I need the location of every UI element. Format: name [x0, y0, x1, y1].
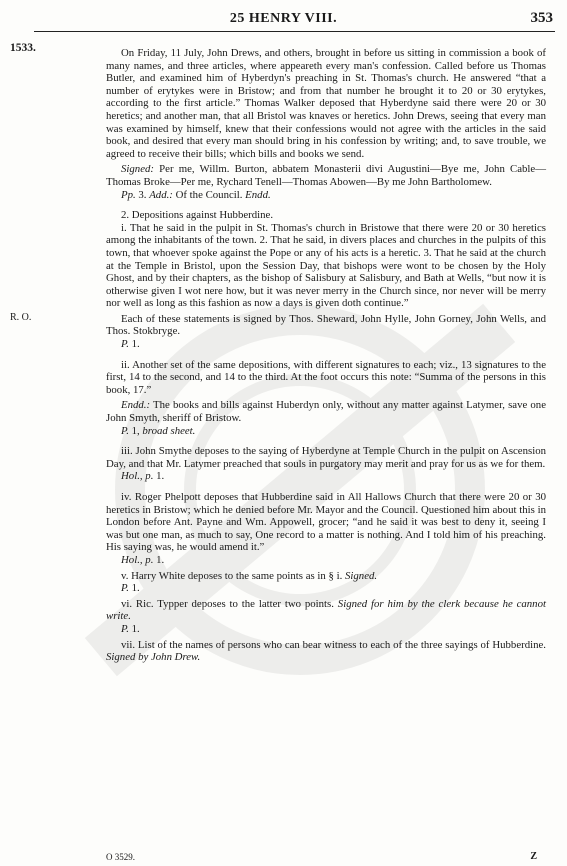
margin-year: 1533. [10, 42, 36, 54]
paragraph-lead: Hol., p. [121, 470, 154, 483]
paragraph-text: 1, [128, 424, 143, 437]
paragraph-lead: Pp. [121, 188, 136, 201]
paragraph-text: 1. [128, 338, 140, 351]
paragraph-lead: Add.: [149, 188, 173, 201]
paragraph-text: vii. List of the names of persons who can bear witness to each of the three sayings of Hubberdine. [121, 638, 546, 651]
paragraph [106, 209, 546, 222]
paragraph [106, 491, 546, 554]
paragraph-text: The books and bills against Huberdyn only, without any matter against Latymer, save one John Smyth, sheriff of Bristow. [106, 399, 546, 425]
paragraph [106, 399, 546, 424]
paragraph [106, 313, 546, 338]
paragraph [106, 189, 546, 202]
paragraph-lead: Signed: [121, 163, 154, 176]
paragraph-text: iii. John Smythe deposes to the saying of Hyberdyne at Temple Church in the pulpit on Ascension Day, and that Mr. Latymer preached that souls in purgatory may merit and pray for us as we for them. [106, 445, 546, 470]
section-heading: 2. Depositions against Hubberdine. [121, 209, 274, 222]
paragraph [106, 338, 546, 351]
paragraph-text: i. That he said in the pulpit in St. Thomas's church in Bristowe that there were 20 or 30 heretics among the inhabitants of the town. 2. That he said, in divers places and churches in the pulpits of this town, that whoever spoke against the Pope or any of his acts is a heretic. 3. That he said at the church at the Temple in Bristol, upon the Session Day, that bishops were wont to be chosen by the Holy Ghost, and by their chapters, as the bishop of Salisbury at Salisbury, and Bath at Wells, “but now it is otherwise given I wot nere how, but it was never merry in the Church since, nor never will be merry nor well as long as this fashion as now a days is given doth continue.” [106, 221, 546, 310]
footer-gathering-letter: Z [530, 851, 537, 862]
paragraph [106, 598, 546, 623]
footer-signature-mark: O 3529. [106, 852, 135, 862]
paragraph-tail: Signed. [345, 569, 378, 582]
paragraph-text: Of the Council. [172, 188, 246, 201]
paragraph-text: On Friday, 11 July, John Drews, and others, brought in before us sitting in commission a book of many names, and three articles, where appeareth every man's confession. Called before us Thomas Butler, and examined him of Hyberdyn's preaching in St. Thomas's church. He answered “that a number of erytykes were in Bristow; and from that number he brought it to 20 or 30 erytykes, according to the first article.” Thomas Walker deposed that Hyberdyne said there were 20 or 30 heretics; and another man, that all Bristol was knaves or heretics. John Drews, seeing that every man was examined by himself, knew that their confessions would not agree with the articles in the said book, and desired that every man should bring in his confession by writing; and, to save trouble, we agreed to receive their bills; which bills and books we send. [106, 47, 546, 160]
paragraph-lead: Hol., p. [121, 553, 154, 566]
running-header-title: 25 HENRY VIII. [229, 11, 338, 26]
paragraph-lead: Endd.: [121, 399, 151, 412]
paragraph [106, 639, 546, 664]
margin-reference: R. O. [10, 312, 32, 323]
paragraph [106, 570, 546, 583]
paragraph-text: 3. [135, 188, 150, 201]
document-body [106, 47, 546, 664]
paragraph-lead: P. [121, 622, 129, 635]
paragraph [106, 222, 546, 310]
paragraph-text: 1. [153, 470, 165, 483]
paragraph-text: 1. [153, 553, 165, 566]
paragraph [106, 582, 546, 595]
page-number: 353 [530, 10, 553, 26]
paragraph [106, 425, 546, 438]
paragraph-tail: broad sheet. [142, 424, 196, 437]
header-rule [34, 31, 555, 32]
paragraph-tail: Signed by John Drew. [106, 651, 201, 664]
paragraph-text: ii. Another set of the same depositions, with different signatures to each; viz., 13 signatures to the first, 14 to the second, and 14 to the third. At the foot occurs this note: “Summa of the persons in this book, 17.” [106, 358, 546, 396]
paragraph [106, 470, 546, 483]
paragraph-lead: P. [121, 424, 129, 437]
paragraph-text: 1. [128, 622, 140, 635]
paragraph [106, 359, 546, 397]
paragraph-lead: P. [121, 582, 129, 595]
paragraph [106, 163, 546, 188]
paragraph [106, 445, 546, 470]
paragraph-tail: Signed for him by the clerk because he cannot write. [106, 597, 546, 623]
paragraph [106, 623, 546, 636]
paragraph-tail: Endd. [245, 188, 271, 201]
paragraph-text: iv. Roger Phelpott deposes that Hubberdine said in All Hallows Church that there were 20 or 30 heretics in Bristow; which he denied before Mr. Mayor and the Council. Questioned him about this in London before Ant. Payne and Wm. Appowell, grocer; “and he said it was best to deny it, seeing I was but one man, as much to say, One record to a matter is nothing. And I told him of his preaching. His saying was, he would amend it.” [106, 491, 546, 554]
paragraph [106, 47, 546, 160]
paragraph-text: vi. Ric. Typper deposes to the latter two points. [121, 597, 338, 610]
paragraph-lead: P. [121, 338, 129, 351]
paragraph-text: 1. [128, 582, 140, 595]
paragraph-text: Each of these statements is signed by Thos. Sheward, John Hylle, John Gorney, John Wells, and Thos. Stokbryge. [106, 312, 546, 338]
paragraph-text: Per me, Willm. Burton, abbatem Monasterii divi Augustini—Bye me, John Cable—Thomas Broke—Per me, Rychard Tenell—Thomas Abowen—By me John Bartholomew. [106, 163, 546, 188]
paragraph [106, 554, 546, 567]
paragraph-text: v. Harry White deposes to the same points as in § i. [121, 569, 345, 582]
